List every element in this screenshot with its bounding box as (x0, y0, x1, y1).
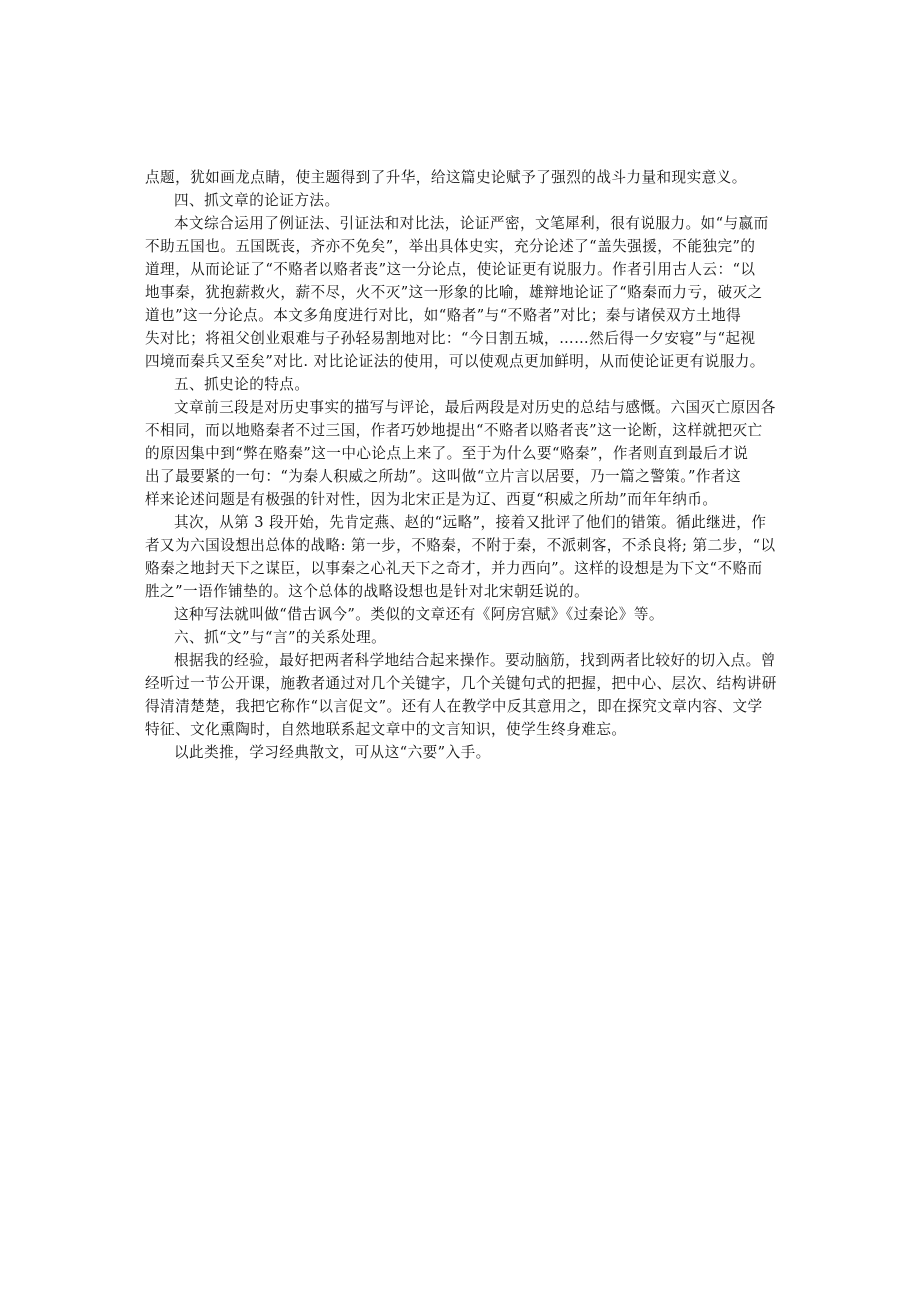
text-line: 这种写法就叫做“借古讽今”。类似的文章还有《阿房宫赋》《过秦论》等。 (174, 606, 664, 623)
article-body (145, 166, 775, 764)
text-line: 者又为六国设想出总体的战略: 第一步，不赂秦，不附于秦，不派刺客，不杀良将; 第二步，“以 (145, 537, 776, 554)
text-line: 失对比；将祖父创业艰难与子孙轻易割地对比：“今日割五城，……然后得一夕安寝”与“起视 (145, 330, 756, 347)
text-line: 根据我的经验，最好把两者科学地结合起来操作。要动脑筋，找到两者比较好的切入点。曾 (174, 652, 776, 669)
section-heading: 六、抓“文”与“言”的关系处理。 (174, 629, 387, 646)
text-line: 赂秦之地封天下之谋臣，以事秦之心礼天下之奇才，并力西向”。这样的设想是为下文“不赂而 (145, 560, 763, 577)
text-line: 四境而秦兵又至矣”对比. 对比论证法的使用，可以使观点更加鲜明，从而使论证更有说服力。 (145, 353, 765, 370)
section-heading: 五、抓史论的特点。 (174, 376, 310, 393)
text-line: 文章前三段是对历史事实的描写与评论，最后两段是对历史的总结与感慨。六国灭亡原因各 (174, 399, 776, 416)
text-line: 得清清楚楚，我把它称作“以言促文”。还有人在教学中反其意用之，即在探究文章内容、文学 (145, 698, 763, 715)
text-line: 不相同，而以地赂秦者不过三国，作者巧妙地提出“不赂者以赂者丧”这一论断，这样就把灭亡 (145, 422, 763, 439)
text-line: 道也”这一分论点。本文多角度进行对比，如“赂者”与“不赂者”对比；秦与诸侯双方土地得 (145, 307, 742, 324)
text-line: 不助五国也。五国既丧，齐亦不免矣”，举出具体史实，充分论述了“盖失强援，不能独完”的 (145, 238, 756, 255)
text-line: 点题，犹如画龙点睛，使主题得到了升华，给这篇史论赋予了强烈的战斗力量和现实意义。 (145, 169, 747, 186)
text-line: 胜之”一语作铺垫的。这个总体的战略设想也是针对北宋朝廷说的。 (145, 583, 590, 600)
text-line: 地事秦，犹抱薪救火，薪不尽，火不灭”这一形象的比喻，雄辩地论证了“赂秦而力亏，破灭之 (145, 284, 763, 301)
text-line: 经听过一节公开课，施教者通过对几个关键字，几个关键句式的把握，把中心、层次、结构讲研 (145, 675, 777, 692)
text-line: 本文综合运用了例证法、引证法和对比法，论证严密，文笔犀利，很有说服力。如“与嬴而 (174, 215, 769, 232)
text-line: 道理，从而论证了“不赂者以赂者丧”这一分论点，使论证更有说服力。作者引用古人云：“以 (145, 261, 756, 278)
text-line: 出了最要紧的一句：“为秦人积威之所劫”。这叫做“立片言以居要，乃一篇之警策。”作者这 (145, 468, 742, 485)
text-line: 以此类推，学习经典散文，可从这“六要”入手。 (174, 744, 491, 761)
text-line: 特征、文化熏陶时，自然地联系起文章中的文言知识，使学生终身难忘。 (145, 721, 627, 738)
section-heading: 四、抓文章的论证方法。 (174, 192, 340, 209)
text-line: 其次，从第 3 段开始，先肯定燕、赵的“远略”，接着又批评了他们的错策。循此继进，作 (174, 514, 767, 531)
text-line: 的原因集中到“弊在赂秦”这一中心论点上来了。至于为什么要“赂秦”，作者则直到最后才说 (145, 445, 749, 462)
text-line: 样来论述问题是有极强的针对性，因为北宋正是为辽、西夏“积威之所劫”而年年纳币。 (145, 491, 718, 508)
